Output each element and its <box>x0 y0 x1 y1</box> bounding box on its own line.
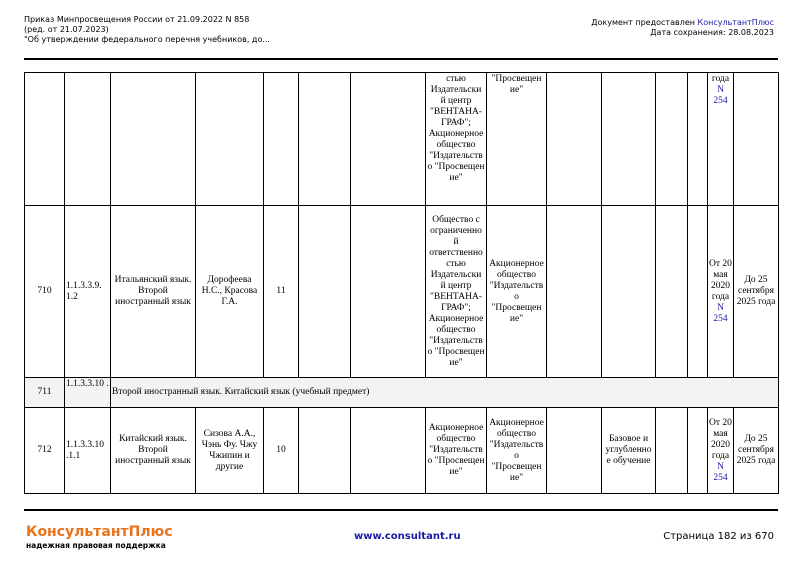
table-cell <box>656 73 688 206</box>
table-cell <box>734 73 779 206</box>
table-row <box>25 73 779 206</box>
provided-label: Документ предоставлен <box>591 18 698 27</box>
table-cell: Акционерное общество "Издательств о "Просвещен ие" <box>426 408 487 494</box>
table-cell <box>547 73 602 206</box>
logo-tagline: надежная правовая поддержка <box>26 541 166 550</box>
table-row <box>25 408 779 494</box>
header-line: "Об утверждении федерального перечня учебников, до... <box>24 35 270 44</box>
table-cell: 1.1.3.3.9. 1.2 <box>65 206 111 378</box>
table-cell <box>547 408 602 494</box>
footer-divider <box>24 509 778 511</box>
save-date: Дата сохранения: 28.08.2023 <box>650 28 774 37</box>
header-line: Приказ Минпросвещения России от 21.09.2022 N 858 <box>24 15 250 24</box>
table-cell: Акционерное общество "Издательств о "Просвещен ие" <box>487 408 547 494</box>
table-cell: Базовое и углубленно е обучение <box>602 408 656 494</box>
textbook-table <box>24 72 779 494</box>
date-text: От 20 мая 2020 года <box>709 258 732 302</box>
table-cell <box>196 73 264 206</box>
table-cell <box>602 73 656 206</box>
consultant-logo: КонсультантПлюс <box>26 524 173 540</box>
table-cell <box>708 206 734 378</box>
table-cell <box>264 73 299 206</box>
table-cell <box>656 408 688 494</box>
table-cell: До 25 сентября 2025 года <box>734 206 779 378</box>
table-cell: 11 <box>264 206 299 378</box>
table-row <box>25 206 779 378</box>
table-cell <box>351 206 426 378</box>
table-cell <box>299 206 351 378</box>
table-cell: 712 <box>25 408 65 494</box>
table-cell: Итальянский язык. Второй иностранный язык <box>111 206 196 378</box>
date-text: года <box>711 74 730 84</box>
table-cell: 710 <box>25 206 65 378</box>
table-cell: Второй иностранный язык. Китайский язык (учебный предмет) <box>111 378 779 408</box>
order-link[interactable]: N 254 <box>713 461 728 483</box>
table-cell <box>351 73 426 206</box>
table-cell: Дорофеева Н.С., Красова Г.А. <box>196 206 264 378</box>
table-cell <box>708 73 734 206</box>
page-number: Страница 182 из 670 <box>663 531 774 542</box>
table-cell <box>299 73 351 206</box>
table-cell <box>688 206 708 378</box>
table-cell <box>656 206 688 378</box>
table-cell: 711 <box>25 378 65 408</box>
table-cell <box>111 73 196 206</box>
table-cell <box>65 73 111 206</box>
table-cell: 10 <box>264 408 299 494</box>
table-cell: Китайский язык. Второй иностранный язык <box>111 408 196 494</box>
table-cell: "Просвещен ие" <box>487 73 547 206</box>
table-cell <box>688 73 708 206</box>
table-cell: стью Издательски й центр "ВЕНТАНА-ГРАФ"; Акционерное общество "Издательств о "Просвещен ие" <box>426 73 487 206</box>
table-cell <box>299 408 351 494</box>
table-cell: До 25 сентября 2025 года <box>734 408 779 494</box>
header-divider <box>24 58 778 60</box>
table-cell: Акционерное общество "Издательств о "Просвещен ие" <box>487 206 547 378</box>
header-line: (ред. от 21.07.2023) <box>24 25 109 34</box>
table-cell <box>708 408 734 494</box>
table-cell: Общество с ограниченно й ответственно стью Издательски й центр "ВЕНТАНА-ГРАФ"; Акционерное общество "Издательств о "Просвещен ие" <box>426 206 487 378</box>
table-cell <box>25 73 65 206</box>
order-link[interactable]: N 254 <box>713 302 728 324</box>
table-cell: Сизова А.А., Чэнь Фу. Чжу Чжипин и другие <box>196 408 264 494</box>
table-cell <box>547 206 602 378</box>
document-header <box>24 15 270 45</box>
date-text: От 20 мая 2020 года <box>709 417 732 461</box>
table-cell <box>602 206 656 378</box>
table-cell: 1.1.3.3.10 . <box>65 378 111 408</box>
site-link[interactable]: www.consultant.ru <box>354 531 461 542</box>
table-cell <box>688 408 708 494</box>
table-cell <box>351 408 426 494</box>
table-cell: 1.1.3.3.10 .1.1 <box>65 408 111 494</box>
order-link[interactable]: N 254 <box>713 85 728 106</box>
brand-link[interactable]: КонсультантПлюс <box>697 18 774 27</box>
provider-info <box>591 18 774 38</box>
table-row <box>25 378 779 408</box>
